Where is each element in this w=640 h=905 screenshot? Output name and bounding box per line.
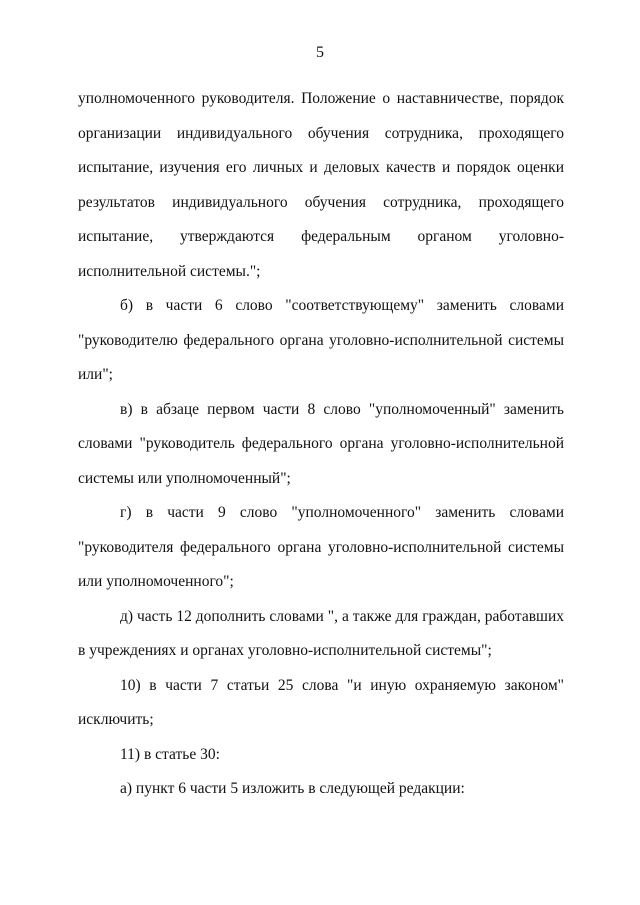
paragraph-item-10: 10) в части 7 статьи 25 слова "и иную охраняемую законом" исключить; <box>78 676 564 728</box>
paragraph-item-g: г) в части 9 слово "уполномоченного" заменить словами "руководителя федерального органа уголовно-исполнительной системы или уполномоченного"; <box>78 504 564 590</box>
paragraph-item-11a: а) пункт 6 части 5 изложить в следующей редакции: <box>120 780 465 797</box>
document-body <box>78 82 564 807</box>
paragraph-item-d: д) часть 12 дополнить словами ", а также для граждан, работавших в учреждениях и органах уголовно-исполнительной системы"; <box>78 607 564 659</box>
paragraph-item-11: 11) в статье 30: <box>120 745 220 763</box>
paragraph-item-v: в) в абзаце первом части 8 слово "уполномоченный" заменить словами "руководитель федерального органа уголовно-исполнительной системы или уполномоченный"; <box>78 400 564 487</box>
paragraph-item-b: б) в части 6 слово "соответствующему" заменить словами "руководителю федерального органа уголовно-исполнительной системы или"; <box>78 297 564 383</box>
paragraph-continuation: уполномоченного руководителя. Положение о наставничестве, порядок организации индивидуального обучения сотрудника, проходящего испытание, изучения его личных и деловых качеств и порядок оценки результатов индивидуального обучения сотрудника, проходящего испытание, утверждаются федеральным органом уголовно-исполнительной системы."; <box>78 90 564 280</box>
page-number: 5 <box>316 44 324 61</box>
